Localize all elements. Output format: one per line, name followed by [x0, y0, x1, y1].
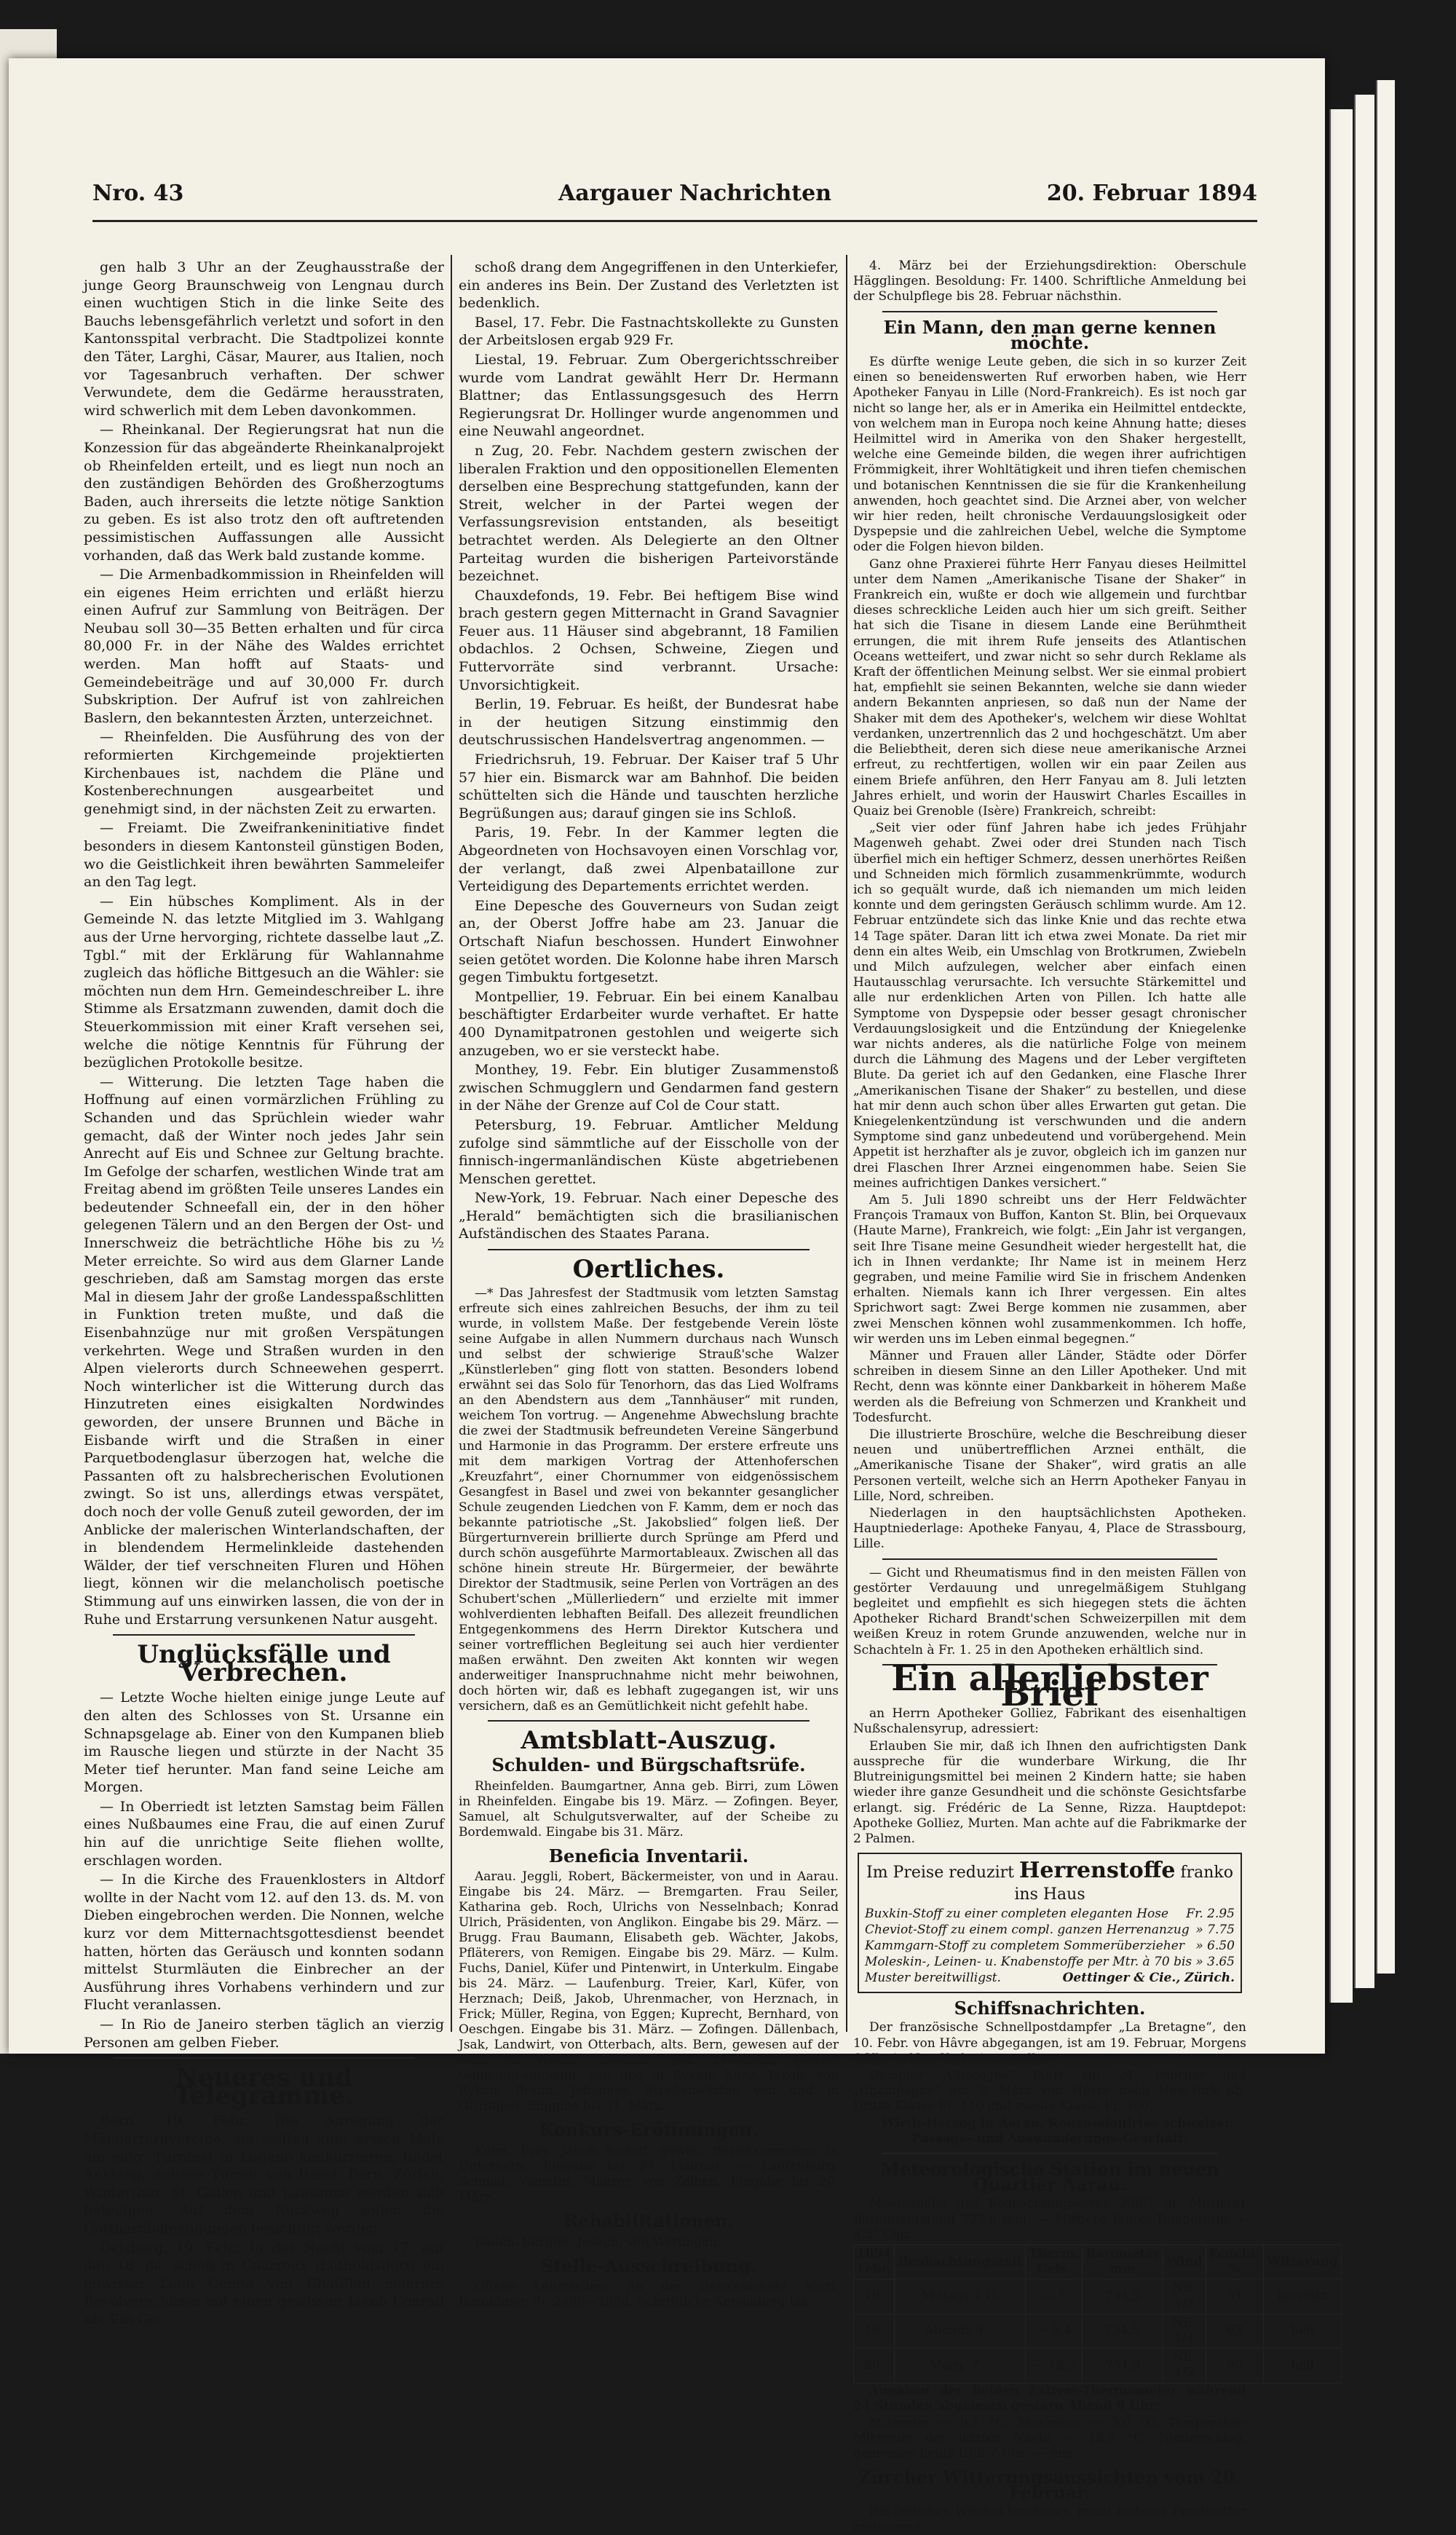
- article-paragraph: Paris, 19. Febr. In der Kammer legten die Abgeordneten von Hochsavoyen einen Vorschlag vor, der verlangt, daß zwei Alpenbataillone zur Verteidigung des Departements errichtet werden.: [459, 824, 839, 895]
- price-item: Kammgarn-Stoff zu completem Sommerüberzieher: [865, 1939, 1184, 1954]
- subsection-heading: Schiffsnachrichten.: [954, 1998, 1146, 2019]
- page-header: [92, 167, 1257, 222]
- price-row: [865, 1906, 1235, 1922]
- article-paragraph: New-York, 19. Februar. Nach einer Depesche des „Herald“ bemächtigten sich die brasilianischen Aufständischen des Staates Parana.: [459, 1190, 839, 1242]
- article-paragraph: Wirth-Herzog in Aarau. Konzessionirtes schweizer. Passage- und Auswanderungs-Geschäft.: [881, 2116, 1235, 2146]
- table-header: Witterung: [1264, 2244, 1341, 2279]
- article-paragraph: Der französische Schnellpostdampfer „La Bretagne“, den 10. Febr. von Hâvre abgegangen, ist am 19. Februar, Morgens 6 Uhr in New-York eingetroffen.: [853, 2020, 1246, 2066]
- article-paragraph: Petersburg, 19. Februar. Amtlicher Meldung zufolge sind sämmtliche auf der Eisscholle von der finnisch-ingermanländischen Küste abgetriebenen Menschen gerettet.: [459, 1116, 839, 1187]
- table-row: [854, 2349, 1342, 2383]
- table-header: Barometer mm: [1082, 2244, 1163, 2279]
- article-paragraph: — Die Armenbadkommission in Rheinfelden will ein eigenes Heim errichten und erläßt hierzu einen Aufruf zur Sammlung von Beiträgen. Der Neubau soll 30—35 Betten erhalten und für circa 80,000 Fr. in der Nähe des Waldes errichtet werden. Man hofft auf Staats- und Gemeindebeiträge und auf 30,000 Fr. durch Subskription. Der Aufruf ist von zahlreichen Baslern, den bekanntesten Ärzten, unterzeichnet.: [84, 567, 444, 726]
- article-paragraph: Friedrichsruh, 19. Februar. Der Kaiser traf 5 Uhr 57 hier ein. Bismarck war am Bahnhof. Die beiden schüttelten sich die Hände und tauschten herzliche Begrüßungen aus; darauf gingen sie ins Schloß.: [459, 752, 839, 821]
- ad-title: Ein allerliebster Brief: [891, 1657, 1208, 1715]
- table-cell: — 5,4: [1026, 2314, 1083, 2348]
- table-cell: 19.: [854, 2279, 895, 2314]
- table-cell: hell: [1264, 2314, 1341, 2348]
- subsection-heading: Zürcher Witterungsaussichten vom 20. Februar.: [858, 2466, 1241, 2503]
- table-row: [854, 2279, 1342, 2314]
- article-paragraph: Es dürfte wenige Leute geben, die sich in so kurzer Zeit einen so beneidenswerten Ruf erworben haben, wie Herr Apotheker Fanyau in Lille (Nord-Frankreich). Es ist noch gar nicht so lange her, als er in Amerika ein Heilmittel entdeckte, von welchem man in Europa noch keine Ahnung hatte; dieses Heilmittel wird in Amerika von den Shaker hergestellt, welche eine Gemeinde bilden, die wegen ihrer aufrichtigen Frömmigkeit, ihrer Wohltätigkeit und ihren tiefen chemischen und botanischen Kenntnissen die sie für die Krankenheilung anwenden, hoch geachtet sind. Die Arznei aber, von welcher wir hier reden, heilt chronische Verdauungslosigkeit oder Dyspepsie und die zahlreichen Uebel, welche die Symptome oder die Folgen hievon bilden.: [853, 355, 1246, 555]
- table-cell: Mittags 1 U.: [895, 2279, 1026, 2314]
- article-paragraph: Männer und Frauen aller Länder, Städte oder Dörfer schreiben in diesem Sinne an den Liller Apotheker. Und mit Recht, denn was könnte einer Dankbarkeit in höherem Maße werden als die Befreiung von Schmerzen und Krankheit und Todesfurcht.: [853, 1349, 1246, 1425]
- section-divider: [488, 1249, 810, 1250]
- article-paragraph: Liestal, 19. Februar. Zum Obergerichtsschreiber wurde vom Landrat gewählt Herr Dr. Hermann Blattner; das Entlassungsgesuch des Herrn Regierungsrat Dr. Hollinger wurde angenommen und eine Neuwahl angeordnet.: [459, 351, 839, 440]
- price-row: [865, 1922, 1235, 1938]
- ad-text: Im Preise reduzirt: [866, 1864, 1015, 1882]
- price-value: » 6.50: [1195, 1939, 1235, 1954]
- subsection-heading: Konkurs-Eröffnungen.: [539, 2119, 759, 2141]
- table-cell: 63: [1206, 2314, 1264, 2348]
- article-paragraph: an Herrn Apotheker Golliez, Fabrikant des eisenhaltigen Nußschalensyrup, adressiert:: [853, 1706, 1246, 1737]
- section-heading: Oertliches.: [572, 1255, 725, 1285]
- article-paragraph: —* Das Jahresfest der Stadtmusik vom letzten Samstag erfreute sich eines zahlreichen Besuchs, der ihm zu teil wurde, in vollstem Maße. Der festgebende Verein löste seine Aufgabe in allen Nummern durchaus nach Wunsch und selbst der schwierige Strauß'sche Walzer „Künstlerleben“ ging flott von statten. Besonders lobend erwähnt sei das Solo für Tenorhorn, das das Lied Wolframs an den Abendstern aus dem „Tannhäuser“ mit runden, weichem Ton vortrug. — Angenehme Abwechslung brachte die zwei der Stadtmusik befreundeten Vereine Sängerbund und Harmonie in das Programm. Der erstere erfreute uns mit dem markigen Vortrag der Attenhoferschen „Kreuzfahrt“, einer Chornummer von eidgenössischem Gesangfest in Basel und zwei von bekannter gesanglicher Schule zeugenden Liedchen von F. Kamm, dem er noch das bekannte patriotische „St. Jakobslied“ folgen ließ. Der Bürgerturnverein brillierte durch Sprünge am Pferd und durch schön ausgeführte Marmortableaux. Zwischen all das schöne hinein streute Hr. Bürgermeier, der bewährte Direktor der Stadtmusik, seine Perlen von Vorträgen an des Schubert'schen „Müllerliedern“ und erzielte mit immer wohlverdienten lebhaften Beifall. Des allezeit freundlichen Entgegenkommens des Herrn Direktor Kutschera und seiner vortrefflichen Begleitung sei auch hier verdienter maßen erwähnt. Den zweiten Akt konnten wir wegen anderweitiger Inanspruchnahme nicht mehr beiwohnen, doch hörten wir, daß es lebhaft zugegangen ist, wir uns versichern, daß es an Gemütlichkeit nicht gefehlt habe.: [459, 1285, 839, 1714]
- ad-text: franko ins Haus: [1014, 1864, 1233, 1904]
- table-header: Feucht. %: [1206, 2244, 1264, 2279]
- article-paragraph: Basel, 17. Febr. Die Fastnachtskollekte zu Gunsten der Arbeitslosen ergab 929 Fr.: [459, 314, 839, 349]
- table-cell: bewölkt: [1264, 2279, 1341, 2314]
- article-paragraph: Bern, 19. Febr. Die Anregung der Männerturnvereine, sie sollten zum ersten Male am eidg. Turnfest in Lugano konkurrieren, findet Anklang. Aeltere Turner von Basel, Bern, Zürich, Winterthur, St. Gallen und Lausanne werden sich beteiligen. Auf dem Rückweg sollen die Gotthardbefestigungen besichtigt werden.: [84, 2113, 444, 2236]
- article-paragraph: Delsberg, 19. Febr. In der Nacht vom 17. auf den 18. ds. schoß in Courroux (Lütholdsdorf) ein gewisser Leon Comte von Chatillon mehrere Revolverschüsse auf einen gewissen Jakob Conrad ab. Ein Ge-: [84, 2239, 444, 2327]
- price-item: Moleskin-, Leinen- u. Knabenstoffe per Mtr. à 70 bis: [865, 1955, 1192, 1970]
- article-paragraph: Offene Lehrstellen: An der Bezirksschule Muri. Besoldung: Fr. 2400—2800. Schriftliche Anmeldung bis: [459, 2279, 839, 2310]
- article-paragraph: — Rheinkanal. Der Regierungsrat hat nun die Konzession für das abgeänderte Rheinkanalprojekt ob Rheinfelden erteilt, und es liegt nun noch an den zuständigen Behörden des Großherzogtums Baden, auch ihrerseits die letzte nötige Sanktion zu geben. Es ist also trotz den oft auftretenden pessimistischen Auffassungen alle Aussicht vorhanden, daß das Werk bald zustande komme.: [84, 422, 444, 564]
- section-divider: [882, 1558, 1217, 1560]
- price-item: Buxkin-Stoff zu einer completen eleganten Hose: [865, 1907, 1169, 1922]
- article-paragraph: — Witterung. Die letzten Tage haben die Hoffnung auf einen vormärzlichen Frühling zu Schanden und das Sprüchlein wieder wahr gemacht, daß der Winter noch jedes Jahr sein Anrecht auf Eis und Schnee zur Geltung brachte. Im Gefolge der scharfen, westlichen Winde trat am Freitag abend im größten Teile unseres Landes ein bedeutender Schneefall ein, der in den höher gelegenen Tälern und an den Bergen der Ost- und Innerschweiz die beträchtliche Höhe bis zu ½ Meter erreichte. So wird aus dem Glarner Lande geschrieben, daß am Samstag morgen das erste Mal in diesem Jahr der große Landesspaßschlitten in Funktion treten mußte, und daß die Eisenbahnzüge nur mit großen Verspätungen verkehrten. Wege und Straßen wurden in den Alpen vielerorts durch Schneewehen gesperrt. Noch winterlicher ist die Witterung durch das Hinzutreten eines eisigkalten Nordwindes geworden, der unsere Brunnen und Bäche in Eisbande wirft und die Straßen in einer Parquetbodenglasur überzogen hat, welche die Passanten oft zu halsbrecherischen Evolutionen zwingt. So ist uns, allerdings etwas verspätet, doch noch der volle Genuß zuteil geworden, der im Anblicke der malerischen Winterlandschaften, der in blendendem Hermelinkleide dastehenden Wälder, der tief verschneiten Fluren und Höhen liegt, können wir die melancholisch poetische Stimmung auf uns einwirken lassen, die von der in Ruhe und Erstarrung versunkenen Natur ausgeht.: [84, 1073, 444, 1628]
- price-item: Cheviot-Stoff zu einem compl. ganzen Herrenanzug: [865, 1923, 1190, 1938]
- table-cell: 734,5: [1082, 2279, 1163, 2314]
- column-rule: [846, 255, 847, 2032]
- price-row: [865, 1938, 1235, 1954]
- page-stack-edge: [1329, 109, 1353, 2003]
- article-paragraph: Minimum — 9,1 °C. Maximum — 3,0 °C. Temperatur-Minimum der letzten Nacht — 12,3 °C. Niederschlag, gemessen heute früh 7 Uhr: — mm.: [853, 2415, 1246, 2461]
- article-paragraph: — Gicht und Rheumatismus find in den meisten Fällen von gestörter Verdauung und unregelmäßigem Stuhlgang begleitet und empfiehlt es sich hiegegen stets die ächten Apotheker Richard Brandt'schen Schweizerpillen mit dem weißen Kreuz in rotem Grunde anzuwenden, welche nur in Schachteln à Fr. 1. 25 in den Apotheken erhältlich sind.: [853, 1565, 1246, 1657]
- article-paragraph: Erlauben Sie mir, daß ich Ihnen den aufrichtigsten Dank ausspreche für die wunderbare Wirkung, die Ihr Blutreinigungsmittel bei meinen 2 Kindern hatte; sie haben wieder ihre ganze Gesundheit und die schönste Gesichtsfarbe erlangt. sig. Frédéric de La Senne, Rizza. Hauptdepot: Apotheke Golliez, Murten. Man achte auf die Fabrikmarke der 2 Palmen.: [853, 1738, 1246, 1846]
- ad-text: Muster bereitwilligst.: [865, 1971, 1002, 1986]
- table-cell: Abends 9 ..: [895, 2314, 1026, 2348]
- article-paragraph: — In Rio de Janeiro sterben täglich an vierzig Personen am gelben Fieber.: [84, 2016, 444, 2051]
- price-value: » 3.65: [1195, 1955, 1235, 1970]
- table-cell: — 12,3: [1026, 2349, 1083, 2383]
- section-heading: Neueres und Telegramme.: [174, 2063, 354, 2110]
- table-cell: Morg. 7 ..: [895, 2349, 1026, 2383]
- table-cell: 734,5: [1082, 2314, 1163, 2348]
- issue-date: 20. Februar 1894: [1046, 181, 1257, 206]
- table-header: Beobachtungszeit: [895, 2244, 1026, 2279]
- article-paragraph: — Ein hübsches Kompliment. Als in der Gemeinde N. das letzte Mitglied im 3. Wahlgang aus der Urne hervorging, richtete dasselbe laut „Z. Tgbl.“ mit der Erklärung für Wahlannahme zugleich das höfliche Bittgesuch an die Wähler: sie möchten nun dem Hrn. Gemeindeschreiber L. ihre Stimme als Ersatzmann zuwenden, damit doch die Steuerkommission mit einer Kraft versehen sei, welche die nötige Kenntnis für Führung der bezüglichen Protokolle besitze.: [84, 893, 444, 1071]
- article-paragraph: Kulm. Frey, Jakob Rudolf, gewes. Bezirksammann, in Unterkulm. Eingabe bis 27. Februar. — Laufenburg. Schmid, Valentin, Maurer, von Zeihen. Eingabe bis 20. März.: [459, 2144, 839, 2205]
- article-paragraph: — In Oberriedt ist letzten Samstag beim Fällen eines Nußbaumes eine Frau, die auf einen Zuruf hin auf die unrichtige Seite fliehen wollte, erschlagen worden.: [84, 1798, 444, 1869]
- newspaper-page: [9, 58, 1338, 2535]
- column-3: [853, 259, 1338, 2535]
- column-1: [84, 259, 444, 2327]
- article-paragraph: gen halb 3 Uhr an der Zeughausstraße der junge Georg Braunschweig von Lengnau durch einen wuchtigen Stich in die linke Seite des Bauchs lebensgefährlich verletzt und sofort in den Kantonsspital verbracht. Die Stadtpolizei konnte den Täter, Larghi, Cäsar, Maurer, aus Italien, noch vor Tagesanbruch verhaften. Der schwer Verwundete, dem die Gedärme herausstraten, wird schwerlich mit dem Leben davonkommen.: [84, 259, 444, 419]
- subsection-heading: Rehabilitationen.: [563, 2210, 734, 2232]
- table-cell: NE, 1/2: [1163, 2279, 1206, 2314]
- page-stack-edge: [1376, 80, 1395, 1974]
- advertisement-box: [858, 1853, 1242, 1993]
- section-divider: [113, 1634, 415, 1636]
- price-row: [865, 1954, 1235, 1970]
- price-value: Fr. 2.95: [1186, 1907, 1235, 1922]
- table-row: [854, 2314, 1342, 2348]
- table-header: Therm. Cels.: [1026, 2244, 1083, 2279]
- section-divider: [488, 1720, 810, 1722]
- masthead: Aargauer Nachrichten: [558, 181, 832, 206]
- page-stack-edge: [1354, 95, 1374, 1988]
- ad-firm: Oettinger & Cie., Zürich.: [1062, 1971, 1235, 1986]
- ad-brand: Herrenstoffe: [1019, 1858, 1176, 1884]
- article-paragraph: Eine Depesche des Gouverneurs von Sudan zeigt an, der Oberst Joffre habe am 23. Januar die Ortschaft Niafun beschossen. Hundert Einwohner seien getötet worden. Die Kolonne habe ihren Marsch gegen Timbuktu fortgesetzt.: [459, 897, 839, 986]
- article-paragraph: Angaben der beiden Extrem-Thermometer während 24 Stunden abgelesen gestern Abend 9 Uhr:: [853, 2383, 1246, 2413]
- article-paragraph: Die illustrierte Broschüre, welche die Beschreibung dieser neuen und unübertrefflichen Arznei enthält, die „Amerikanische Tisane der Shaker“, wird gratis an alle Personen verteilt, welche sich an Herrn Apotheker Fanyau in Lille, Nord, schreiben.: [853, 1427, 1246, 1504]
- article-paragraph: — Letzte Woche hielten einige junge Leute auf den alten des Schlosses von St. Ursanne ein Schnapsgelage ab. Einer von den Kumpanen blieb im Rausche liegen und stürzte in der Nacht 35 Meter tief herunter. Man fand seine Leiche am Morgen.: [84, 1690, 444, 1796]
- article-paragraph: — Rheinfelden. Die Ausführung des von der reformierten Kirchgemeinde projektierten Kirchenbaues ist, nachdem die Pläne und Kostenberechnungen ausgearbeitet und genehmigt sind, in der nächsten Zeit zu erwarten.: [84, 729, 444, 817]
- table-cell: NE, 1/4: [1163, 2314, 1206, 2348]
- article-paragraph: — Freiamt. Die Zweifrankeninitiative findet besonders in diesem Kantonsteil günstigen Boden, wo die Geistlichkeit ihren bewährten Sammeleifer an den Tag legt.: [84, 820, 444, 891]
- column-rule: [451, 255, 452, 2032]
- section-divider: [113, 2057, 415, 2059]
- table-cell: — 5: [1026, 2279, 1083, 2314]
- section-divider: [882, 2153, 1217, 2154]
- article-paragraph: n Zug, 20. Febr. Nachdem gestern zwischen der liberalen Fraktion und den oppositionellen Elementen derselben eine Besprechung stattgefunden, kann der Streit, welcher in der Partei wegen der Verfassungsrevision entstanden, als beseitigt betrachtet werden. Als Delegierte an den Oltner Parteitag wurden die bisherigen Parteivorstände bezeichnet.: [459, 442, 839, 585]
- article-paragraph: Niederlagen in den hauptsächlichsten Apotheken. Hauptniederlage: Apotheke Fanyau, 4, Place de Strassbourg, Lille.: [853, 1506, 1246, 1552]
- table-cell: 90: [1206, 2349, 1264, 2383]
- price-value: » 7.75: [1195, 1923, 1235, 1938]
- subsection-heading: Stelle-Ausschreibung.: [540, 2255, 757, 2276]
- section-heading: Unglücksfälle und Verbrechen.: [137, 1640, 391, 1687]
- ad-heading: Ein Mann, den man gerne kennen möchte.: [883, 316, 1216, 353]
- table-header: Wind: [1163, 2244, 1206, 2279]
- table-cell: 734,9: [1082, 2349, 1163, 2383]
- article-paragraph: Berlin, 19. Februar. Es heißt, der Bundesrat habe in der heutigen Sitzung einstimmig den deutschrussischen Handelsvertrag angenommen. —: [459, 696, 839, 749]
- column-2: [459, 259, 839, 2310]
- article-paragraph: Am 5. Juli 1890 schreibt uns der Herr Feldwächter François Tramaux von Buffon, Kanton St. Blin, bei Orquevaux (Haute Marne), Frankreich, wie folgt: „Ein Jahr ist vergangen, seit Ihre Tisane meine Gesundheit wieder hergestellt hat, die ich in Ihnen verdankte; Ihr Name ist in meinem Herz gegraben, und meine Familie wird Sie in frischem Andenken erhalten. Niemals kann ich Ihrer vergessen. Ein altes Sprichwort sagt: Zwei Berge kommen nie zusammen, aber zwei Menschen können wohl zusammenkommen. Ich hoffe, wir werden uns im Leben einmal begegnen.“: [853, 1192, 1246, 1347]
- table-header: 1894 Febr.: [854, 2244, 895, 2279]
- weather-table: [853, 2244, 1342, 2384]
- table-cell: NE, 1/2: [1163, 2349, 1206, 2383]
- article-paragraph: Aarau. Jeggli, Robert, Bäckermeister, von und in Aarau. Eingabe bis 24. März. — Bremgarten. Frau Seiler, Katharina geb. Roch, Ulrichs von Nesselnbach; Konrad Ulrich, Präsidenten, von Anglikon. Eingabe bis 29. März. — Brugg. Frau Baumann, Elisabeth geb. Wächter, Jakobs, Pfläterers, von Remigen. Eingabe bis 29. März. — Kulm. Fuchs, Daniel, Küfer und Pintenwirt, in Unterkulm. Eingabe bis 24. März. — Laufenburg. Treier, Karl, Küfer, von Herznach; Deiß, Jakob, Uhrenmacher, von Herznach, in Frick; Müller, Regina, von Eggen; Kuprecht, Bernhard, von Oeschgen. Eingabe bis 31. März. — Zofingen. Dällenbach, Jsak, Landwirt, von Otterbach, alts. Bern, gewesen auf der Matt in Ryken; Siegrist, Joh. Friedrich, gewes. Gemeindeammann, von und in Ryken; Kunz, Jakob, von Ryken; Braun, Johannes, Straßenwärter, von und in Oftringen. Eingabe bis 31. März.: [459, 1869, 839, 2114]
- section-heading: Amtsblatt-Auszug.: [521, 1725, 777, 1755]
- subsection-heading: Schulden- und Bürgschaftsrüfe.: [491, 1754, 806, 1776]
- table-cell: 19.: [854, 2314, 895, 2348]
- article-paragraph: schoß drang dem Angegriffenen in den Unterkiefer, ein anderes ins Bein. Der Zustand des Verletzten ist bedenklich.: [459, 259, 839, 312]
- subsection-heading: Beneficia Inventarii.: [548, 1845, 749, 1866]
- article-paragraph: Baden. Bürgler, Joseph, von Wettingen.: [475, 2234, 721, 2250]
- section-divider: [882, 311, 1217, 312]
- article-paragraph: Dampfer „Gascogne“ fährt am 24. Februar und „Champagne“ am 3. März von Hâvre nach New-York ab. Dritte Klasse Fr. 110 und zweite Klasse Fr. 300.: [853, 2067, 1246, 2114]
- table-cell: 20.: [854, 2349, 895, 2383]
- article-paragraph: Montpellier, 19. Februar. Ein bei einem Kanalbau beschäftigter Erdarbeiter wurde verhaftet. Er hatte 400 Dynamitpatronen gestohlen und weigerte sich anzugeben, wo er sie versteckt habe.: [459, 988, 839, 1059]
- article-paragraph: „Seit vier oder fünf Jahren habe ich jedes Frühjahr Magenweh gehabt. Zwei oder drei Stunden nach Tisch überfiel mich ein heftiger Schmerz, dessen unerhörtes Reißen und Schneiden mich förmlich zusammenkrümmte, wodurch ich so gequält wurde, daß ich niemanden um mich leiden konnte und dem geringsten Geräusch schlimm wurde. Am 12. Februar entzündete sich das linke Knie und das rechte etwa 14 Tage später. Daran litt ich etwa zwei Monate. Da riet mir denn ein altes Weib, ein Umschlag von Brotkrumen, Zwiebeln und Milch aufzulegen, welcher aber einfach einen Hautausschlag verursachte. Ich versuchte Stärkemittel und alle nur erdenklichen Arten von Pillen. Ich hatte alle Symptome von Dyspepsie oder besser gesagt chronischer Verdauungslosigkeit und die Entzündung der Kniegelenke war nichts anderes, als die natürliche Folge von meinem durch die Lähmung des Magens und der Leber vergifteten Blute. Da geriet ich auf den Gedanken, eine Flasche Ihrer „Amerikanischen Tisane der Shaker“ zu bestellen, und diese hat mir denn auch schon über alles Erwarten gut getan. Die Kniegelenkentzündung ist verschwunden und die andern Symptome sind ganz unbedeutend und vorübergehend. Mein Appetit ist herzhafter als je zuvor, obgleich ich im ganzen nur drei Flaschen Ihrer Arznei eingenommen habe. Seien Sie meines aufrichtigen Dankes versichert.“: [853, 821, 1246, 1191]
- table-cell: 51: [1206, 2279, 1264, 2314]
- subsection-heading: Meteorologische Station im neuen Quartier Aarau.: [880, 2158, 1219, 2196]
- table-cell: hell: [1264, 2349, 1341, 2383]
- article-paragraph: Rheinfelden. Baumgartner, Anna geb. Birri, zum Löwen in Rheinfelden. Eingabe bis 19. März. — Zofingen. Beyer, Samuel, alt Schulgutsverwalter, auf der Scheibe zu Bordemwald. Eingabe bis 31. März.: [459, 1778, 839, 1840]
- article-paragraph: Chauxdefonds, 19. Febr. Bei heftigem Bise wind brach gestern gegen Mitternacht in Grand Savagnier Feuer aus. 11 Häuser sind abgebrannt, 18 Familien obdachlos. 2 Ochsen, Schweine, Ziegen und Futtervorräte sind verbrannt. Ursache: Unvorsichtigkeit.: [459, 587, 839, 693]
- issue-number: Nro. 43: [92, 181, 184, 206]
- article-paragraph: Ganz ohne Praxierei führte Herr Fanyau dieses Heilmittel unter dem Namen „Amerikanische Tisane der Shaker“ in Frankreich ein, wußte er doch wie allgemein und furchtbar dieses schreckliche Leiden auch hier um sich greift. Seither hat sich die Tisane in diesem Lande eine Berühmtheit errungen, die mit ihrem Rufe jenseits des Atlantischen Oceans wetteifert, und zwar nicht so sehr durch Reklame als Kraft der öffentlichen Meinung selbst. Wer sie einmal probiert hat, empfiehlt sie seinen Bekannten, welche sie dann wieder andern Bekannten anpriesen, so daß nun der Name der Shaker mit dem des Apotheker's, welchem wir diese Wohltat verdanken, unzertrennlich das 2 und hochgeschätzt. Um aber die Beliebtheit, deren sich diese neue amerikanische Arznei erfreut, zu rechtfertigen, wollen wir ein paar Zeilen aus einem Briefe anführen, den Herr Fanyau am 8. Juli letzten Jahres erhielt, und worin der Hauswirt Charles Escailles in Quaiz bei Grenoble (Isère) Frankreich, schreibt:: [853, 556, 1246, 819]
- article-paragraph: 4. März bei der Erziehungsdirektion: Oberschule Hägglingen. Besoldung: Fr. 1400. Schriftliche Anmeldung bei der Schulpflege bis 28. Februar nächsthin.: [853, 259, 1246, 304]
- article-paragraph: Monthey, 19. Febr. Ein blutiger Zusammenstoß zwischen Schmugglern und Gendarmen fand gestern in der Nähe der Grenze auf Col de Cour statt.: [459, 1062, 839, 1114]
- article-paragraph: Meereshöhe des Beobachtungsortes 396,7 m. Mittlerer Barometerstand 727,8 mm. — Mittlere Jahres-Temperatur + 8,2° Cels.: [853, 2196, 1246, 2242]
- article-paragraph: — In die Kirche des Frauenklosters in Altdorf wollte in der Nacht vom 12. auf den 13. ds. M. von Dieben eingebrochen werden. Die Nonnen, welche kurz vor dem Mitternachtsgottesdienst beendet hatten, hörten das Geräusch und konnten sodann mittelst Sturmläuten die Einbrecher an der Ausführung ihres Vorhabens verhindern und zur Flucht veranlassen.: [84, 1872, 444, 2014]
- article-paragraph: Bei östlichen Winden trockenes, meist heiteres Frostwetter andauernd.: [853, 2504, 1246, 2535]
